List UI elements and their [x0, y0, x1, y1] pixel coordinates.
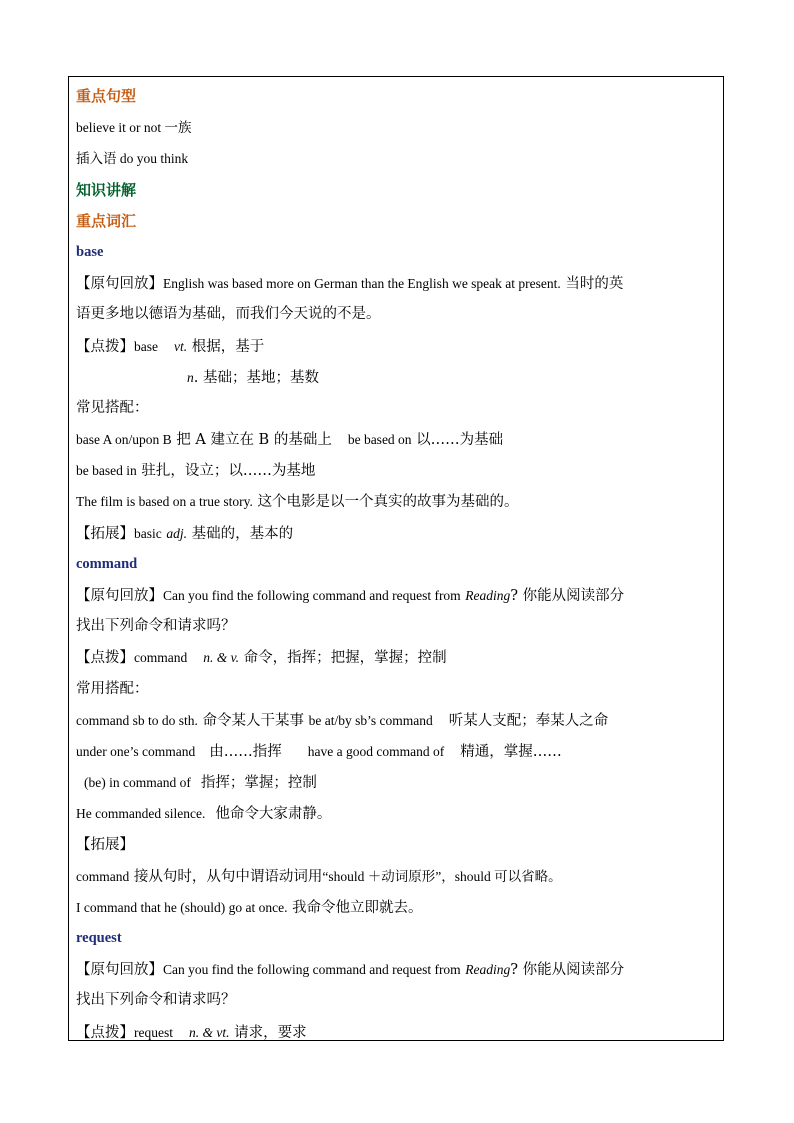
- command-ext-label: 【拓展】: [76, 836, 134, 853]
- base-original-cn: 当时的英: [565, 276, 624, 293]
- command-original-en: Can you find the following command and request from: [163, 588, 461, 603]
- label-tip: 【点拨】: [76, 338, 134, 355]
- command-colloc2-cn: 听某人支配；奉某人之命: [448, 712, 609, 729]
- base-tip-pos-2: n: [187, 369, 194, 385]
- request-original-cn: ? 你能从阅读部分: [510, 962, 625, 979]
- base-colloc1-cn: 把 A 建立在 B 的基础上: [176, 432, 332, 449]
- request-tip-line: [76, 1017, 718, 1041]
- command-example2-en: I command that he (should) go at once.: [76, 899, 288, 915]
- word-base: base: [76, 243, 104, 260]
- command-example1-cn: 他命令大家肃静。: [215, 806, 332, 823]
- command-ext-cn: 接从句时，从句中谓语动词用: [133, 868, 323, 885]
- command-colloc3-cn: 由……指挥: [209, 743, 282, 760]
- command-tip-pos: n. & v.: [203, 650, 239, 666]
- command-colloc5-cn: 指挥；掌握；控制: [200, 775, 317, 792]
- label-original: 【原句回放】: [76, 962, 163, 979]
- request-original-line: [76, 954, 718, 985]
- command-example-line-1: [76, 798, 718, 829]
- command-colloc1-en: command sb to do sth.: [76, 712, 198, 728]
- label-original: 【原句回放】: [76, 588, 163, 604]
- base-colloc1-en: base A on/upon B: [76, 432, 172, 448]
- base-colloc2-cn: 以……为基础: [416, 432, 504, 449]
- base-tip-def: 根据，基于: [191, 338, 265, 355]
- base-original-en: English was based more on German than the English we speak at present.: [163, 276, 561, 292]
- base-example-en: The film is based on a true story.: [76, 494, 253, 510]
- base-tip-pos: vt.: [174, 338, 188, 354]
- command-original-cn: ? 你能从阅读部分: [510, 588, 625, 604]
- command-colloc1-cn: 命令某人干某事: [202, 712, 304, 729]
- base-original-cn-line: 语更多地以德语为基础，而我们今天说的不是。: [76, 306, 381, 323]
- command-ext-line: [76, 861, 718, 892]
- base-tip-line: [76, 331, 718, 362]
- label-original: 【原句回放】: [76, 276, 163, 293]
- command-colloc5-en: (be) in command of: [84, 775, 191, 791]
- command-tip-word: command: [134, 650, 188, 666]
- base-ext-pos: adj.: [166, 525, 187, 541]
- command-ext-en: “should ＋动词原形”，should 可以省略。: [322, 868, 562, 884]
- command-example2-cn: 我命令他立即就去。: [292, 899, 423, 916]
- word-command: command: [76, 555, 138, 572]
- command-original-cn-line: 找出下列命令和请求吗？: [76, 618, 236, 635]
- base-colloc2-en: be based on: [347, 432, 412, 448]
- content-frame: [68, 76, 724, 1041]
- request-tip-word: request: [134, 1024, 173, 1040]
- command-example1-en: He commanded silence.: [76, 806, 206, 822]
- key-sentence-1: believe it or not 一族: [76, 120, 192, 136]
- command-tip-line: [76, 642, 718, 673]
- command-example-line-2: [76, 892, 718, 923]
- request-tip-pos: n. & vt.: [188, 1024, 230, 1040]
- command-tip-def: 命令，指挥；把握，掌握；控制: [243, 650, 447, 667]
- request-original-en: Can you find the following command and request from: [163, 962, 461, 978]
- word-request: request: [76, 930, 122, 947]
- command-colloc-line-1: [76, 705, 718, 736]
- command-colloc3-en: under one’s command: [76, 743, 196, 759]
- command-colloc-line-2: [76, 736, 718, 767]
- base-colloc-line-1: [76, 424, 718, 455]
- base-example-cn: 这个电影是以一个真实的故事为基础的。: [257, 494, 519, 511]
- base-colloc-line-2: [76, 455, 718, 486]
- heading-key-sentences: 重点句型: [76, 87, 137, 105]
- request-tip-def: 请求，要求: [234, 1024, 307, 1041]
- base-colloc-label: 常见搭配：: [76, 399, 149, 416]
- key-sentence-2: 插入语 do you think: [76, 151, 189, 167]
- command-original-line: [76, 580, 718, 611]
- command-colloc4-cn: 精通，掌握……: [460, 743, 562, 760]
- heading-knowledge: 知识讲解: [76, 180, 137, 199]
- base-ext-word: basic: [134, 525, 162, 541]
- command-ext-word: command: [76, 868, 130, 884]
- request-original-title: Reading: [465, 962, 511, 978]
- command-colloc4-en: have a good command of: [307, 743, 445, 759]
- base-example-line: [76, 486, 718, 517]
- base-ext-line: [76, 518, 718, 549]
- base-tip-def-2: . 基础；基地；基数: [193, 369, 319, 386]
- base-colloc3-en: be based in: [76, 463, 137, 479]
- command-original-title: Reading: [465, 588, 511, 603]
- base-ext-def: 基础的，基本的: [191, 525, 294, 542]
- base-original-line: [76, 268, 718, 299]
- base-tip-line-2: [76, 362, 718, 393]
- label-tip: 【点拨】: [76, 1024, 134, 1041]
- label-ext: 【拓展】: [76, 525, 134, 542]
- command-colloc2-en: be at/by sb’s command: [308, 712, 433, 728]
- heading-vocab: 重点词汇: [76, 211, 137, 230]
- command-colloc-label: 常用搭配：: [76, 680, 149, 697]
- request-original-cn-line: 找出下列命令和请求吗？: [76, 992, 236, 1009]
- label-tip: 【点拨】: [76, 650, 134, 667]
- command-colloc-line-3: [76, 767, 718, 798]
- base-colloc3-cn: 驻扎，设立；以……为基地: [141, 463, 316, 480]
- document-body: [76, 81, 718, 1041]
- base-tip-word: base: [134, 338, 158, 354]
